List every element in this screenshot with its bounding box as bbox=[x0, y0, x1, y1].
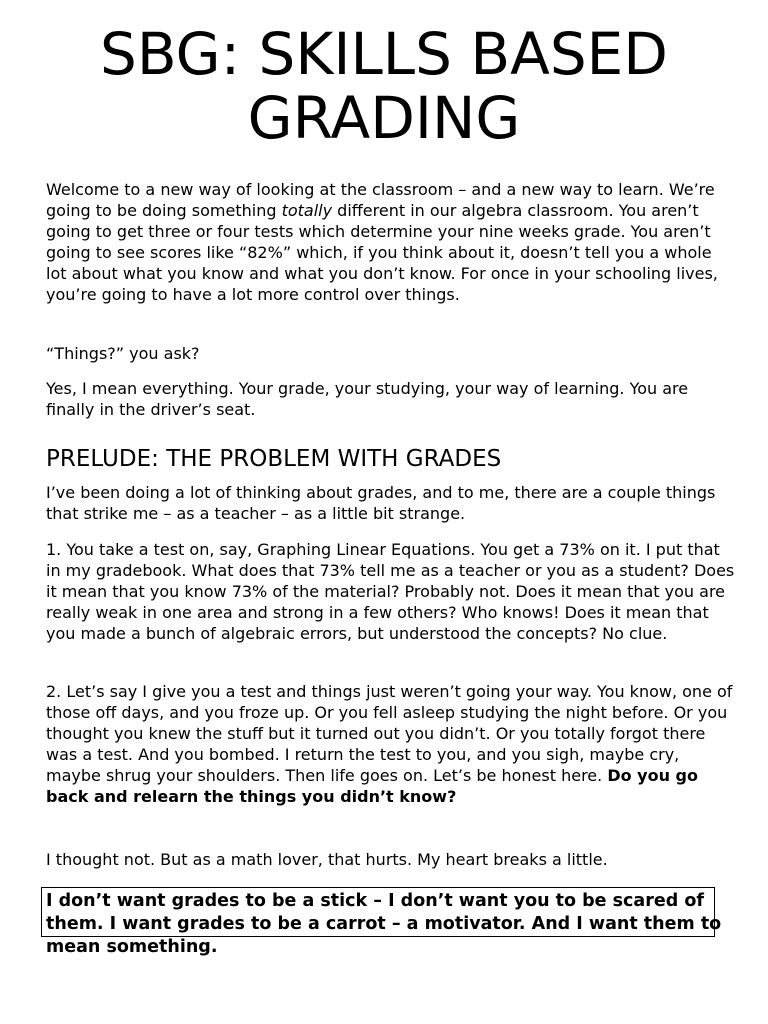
point-2-paragraph bbox=[46, 681, 736, 807]
things-question-paragraph: “Things?” you ask? bbox=[46, 344, 200, 363]
answer-paragraph: Yes, I mean everything. Your grade, your studying, your way of learning. You are finally in the driver’s seat. bbox=[46, 379, 689, 419]
intro-part-1: Welcome to a new way of looking at the classroom – and a new way to learn. We’re going to be doing something bbox=[46, 180, 715, 220]
intro-emphasis: totally bbox=[281, 201, 333, 220]
thought-not-paragraph: I thought not. But as a math lover, that hurts. My heart breaks a little. bbox=[46, 850, 608, 869]
point-1-paragraph: 1. You take a test on, say, Graphing Linear Equations. You get a 73% on it. I put that in my gradebook. What does that 73% tell me as a teacher or you as a student? Does it mean that you know 73% of the material? Probably not. Does it mean that you are really weak in one area and strong in a few others? Who knows! Does it mean that you made a bunch of algebraic errors, but understood the concepts? No clue. bbox=[46, 540, 735, 643]
page-title bbox=[40, 22, 728, 150]
intro-paragraph bbox=[46, 179, 736, 305]
point-2-text: 2. Let’s say I give you a test and things just weren’t going your way. You know, one of those off days, and you froze up. Or you fell asleep studying the night before. Or you thought you knew the stuff but it turned out you didn’t. Or you totally forgot there was a test. And you bombed. I return the test to you, and you sigh, maybe cry, maybe shrug your shoulders. Then life goes on. Let’s be honest here. bbox=[46, 682, 733, 785]
prelude-heading: PRELUDE: THE PROBLEM WITH GRADES bbox=[46, 446, 502, 472]
title-line-2: GRADING bbox=[247, 84, 521, 152]
point-2-bold-question: Do you go back and relearn the things you didn’t know? bbox=[46, 766, 698, 806]
prelude-intro-paragraph: I’ve been doing a lot of thinking about grades, and to me, there are a couple things that strike me – as a teacher – as a little bit strange. bbox=[46, 483, 716, 523]
title-line-1: SBG: SKILLS BASED bbox=[100, 20, 668, 88]
callout-text: I don’t want grades to be a stick – I don’t want you to be scared of them. I want grades to be a carrot – a motivator. And I want them to mean something. bbox=[46, 891, 722, 957]
intro-part-2: different in our algebra classroom. You aren’t going to get three or four tests which determine your nine weeks grade. You aren’t going to see scores like “82%” which, if you think about it, doesn’t tell you a whole lot about what you know and what you don’t know. For once in your schooling lives, you’re going to have a lot more control over things. bbox=[46, 201, 718, 304]
